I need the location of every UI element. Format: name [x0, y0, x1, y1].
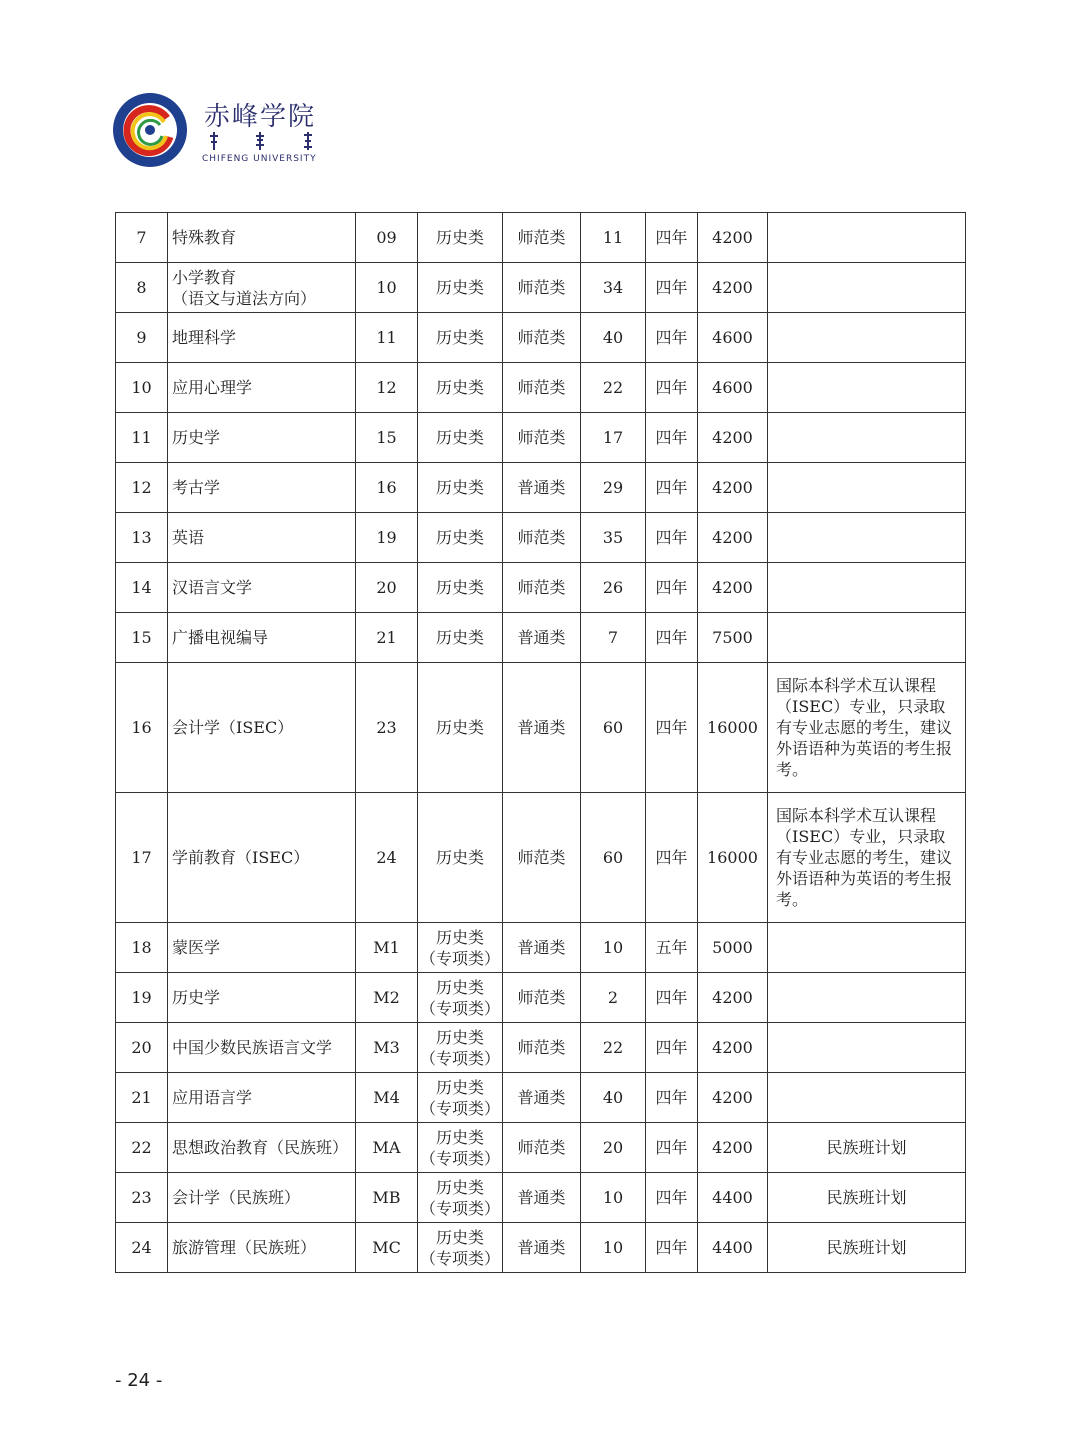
- major-name-cell: 历史学: [168, 973, 356, 1023]
- subject-category-cell: 历史类 （专项类）: [418, 1023, 503, 1073]
- remarks-cell: 国际本科学术互认课程（ISEC）专业，只录取有专业志愿的考生，建议外语语种为英语的考生报考。: [768, 663, 966, 793]
- page-number: - 24 -: [115, 1370, 163, 1391]
- row-number-cell: 21: [116, 1073, 168, 1123]
- duration-cell: 四年: [646, 1023, 698, 1073]
- tuition-cell: 4200: [698, 413, 768, 463]
- program-type-cell: 普通类: [503, 1223, 581, 1273]
- enrollment-count-cell: 10: [581, 1223, 646, 1273]
- program-type-cell: 普通类: [503, 923, 581, 973]
- duration-cell: 四年: [646, 793, 698, 923]
- tuition-cell: 4400: [698, 1173, 768, 1223]
- subject-category-cell: 历史类: [418, 613, 503, 663]
- table-row: [116, 463, 966, 513]
- duration-cell: 四年: [646, 613, 698, 663]
- enrollment-count-cell: 29: [581, 463, 646, 513]
- subject-category-cell: 历史类: [418, 213, 503, 263]
- major-code-cell: MA: [356, 1123, 418, 1173]
- major-code-cell: 21: [356, 613, 418, 663]
- subject-category-cell: 历史类 （专项类）: [418, 973, 503, 1023]
- remarks-cell: 民族班计划: [768, 1123, 966, 1173]
- remarks-cell: [768, 413, 966, 463]
- duration-cell: 四年: [646, 663, 698, 793]
- enrollment-count-cell: 7: [581, 613, 646, 663]
- major-name-cell: 应用心理学: [168, 363, 356, 413]
- table-row: [116, 973, 966, 1023]
- duration-cell: 四年: [646, 1173, 698, 1223]
- major-name-cell: 小学教育 （语文与道法方向）: [168, 263, 356, 313]
- university-name-cn: 赤峰学院: [204, 102, 317, 132]
- program-type-cell: 师范类: [503, 793, 581, 923]
- major-code-cell: 20: [356, 563, 418, 613]
- row-number-cell: 17: [116, 793, 168, 923]
- major-name-cell: 会计学（ISEC）: [168, 663, 356, 793]
- enrollment-count-cell: 17: [581, 413, 646, 463]
- subject-category-cell: 历史类 （专项类）: [418, 1123, 503, 1173]
- major-code-cell: M1: [356, 923, 418, 973]
- enrollment-plan-table: [115, 212, 966, 1273]
- tuition-cell: 4200: [698, 1073, 768, 1123]
- tuition-cell: 5000: [698, 923, 768, 973]
- major-name-cell: 旅游管理（民族班）: [168, 1223, 356, 1273]
- row-number-cell: 24: [116, 1223, 168, 1273]
- major-name-cell: 英语: [168, 513, 356, 563]
- duration-cell: 四年: [646, 463, 698, 513]
- tuition-cell: 4200: [698, 463, 768, 513]
- remarks-cell: [768, 213, 966, 263]
- table-row: [116, 1123, 966, 1173]
- enrollment-count-cell: 40: [581, 313, 646, 363]
- major-code-cell: 16: [356, 463, 418, 513]
- subject-category-cell: 历史类: [418, 663, 503, 793]
- subject-category-cell: 历史类 （专项类）: [418, 1223, 503, 1273]
- major-code-cell: M4: [356, 1073, 418, 1123]
- row-number-cell: 18: [116, 923, 168, 973]
- remarks-cell: [768, 363, 966, 413]
- enrollment-count-cell: 60: [581, 663, 646, 793]
- major-code-cell: MB: [356, 1173, 418, 1223]
- remarks-cell: [768, 263, 966, 313]
- major-name-cell: 汉语言文学: [168, 563, 356, 613]
- table-row: [116, 263, 966, 313]
- enrollment-count-cell: 60: [581, 793, 646, 923]
- duration-cell: 四年: [646, 513, 698, 563]
- remarks-cell: [768, 313, 966, 363]
- tuition-cell: 4200: [698, 563, 768, 613]
- duration-cell: 四年: [646, 973, 698, 1023]
- table-row: [116, 413, 966, 463]
- table-row: [116, 1023, 966, 1073]
- remarks-cell: [768, 513, 966, 563]
- duration-cell: 四年: [646, 1123, 698, 1173]
- table-body: [116, 213, 966, 1273]
- program-type-cell: 师范类: [503, 1123, 581, 1173]
- tuition-cell: 4200: [698, 513, 768, 563]
- enrollment-count-cell: 22: [581, 1023, 646, 1073]
- table-row: [116, 313, 966, 363]
- program-type-cell: 师范类: [503, 513, 581, 563]
- subject-category-cell: 历史类: [418, 413, 503, 463]
- tuition-cell: 4600: [698, 313, 768, 363]
- major-code-cell: MC: [356, 1223, 418, 1273]
- row-number-cell: 8: [116, 263, 168, 313]
- major-code-cell: 11: [356, 313, 418, 363]
- row-number-cell: 12: [116, 463, 168, 513]
- table-row: [116, 663, 966, 793]
- program-type-cell: 师范类: [503, 413, 581, 463]
- program-type-cell: 普通类: [503, 463, 581, 513]
- duration-cell: 四年: [646, 413, 698, 463]
- row-number-cell: 23: [116, 1173, 168, 1223]
- major-name-cell: 会计学（民族班）: [168, 1173, 356, 1223]
- subject-category-cell: 历史类 （专项类）: [418, 923, 503, 973]
- remarks-cell: [768, 613, 966, 663]
- program-type-cell: 师范类: [503, 973, 581, 1023]
- row-number-cell: 14: [116, 563, 168, 613]
- major-name-cell: 中国少数民族语言文学: [168, 1023, 356, 1073]
- subject-category-cell: 历史类: [418, 563, 503, 613]
- row-number-cell: 15: [116, 613, 168, 663]
- program-type-cell: 师范类: [503, 213, 581, 263]
- major-code-cell: 12: [356, 363, 418, 413]
- major-code-cell: M2: [356, 973, 418, 1023]
- row-number-cell: 20: [116, 1023, 168, 1073]
- major-name-cell: 应用语言学: [168, 1073, 356, 1123]
- program-type-cell: 师范类: [503, 1023, 581, 1073]
- tuition-cell: 7500: [698, 613, 768, 663]
- major-name-cell: 考古学: [168, 463, 356, 513]
- program-type-cell: 普通类: [503, 663, 581, 793]
- tuition-cell: 4200: [698, 213, 768, 263]
- row-number-cell: 22: [116, 1123, 168, 1173]
- row-number-cell: 19: [116, 973, 168, 1023]
- remarks-cell: 民族班计划: [768, 1173, 966, 1223]
- enrollment-count-cell: 20: [581, 1123, 646, 1173]
- program-type-cell: 师范类: [503, 363, 581, 413]
- duration-cell: 四年: [646, 1073, 698, 1123]
- subject-category-cell: 历史类: [418, 363, 503, 413]
- remarks-cell: [768, 563, 966, 613]
- table-row: [116, 213, 966, 263]
- row-number-cell: 11: [116, 413, 168, 463]
- tuition-cell: 4200: [698, 1023, 768, 1073]
- subject-category-cell: 历史类: [418, 793, 503, 923]
- enrollment-count-cell: 2: [581, 973, 646, 1023]
- major-name-cell: 学前教育（ISEC）: [168, 793, 356, 923]
- duration-cell: 四年: [646, 263, 698, 313]
- major-code-cell: 23: [356, 663, 418, 793]
- subject-category-cell: 历史类 （专项类）: [418, 1073, 503, 1123]
- program-type-cell: 师范类: [503, 313, 581, 363]
- tuition-cell: 16000: [698, 793, 768, 923]
- enrollment-count-cell: 10: [581, 1173, 646, 1223]
- university-logo-icon: [112, 92, 188, 168]
- enrollment-count-cell: 22: [581, 363, 646, 413]
- tuition-cell: 4600: [698, 363, 768, 413]
- remarks-cell: [768, 973, 966, 1023]
- subject-category-cell: 历史类: [418, 463, 503, 513]
- major-name-cell: 地理科学: [168, 313, 356, 363]
- university-name-en: CHIFENG UNIVERSITY: [202, 154, 317, 164]
- duration-cell: 四年: [646, 363, 698, 413]
- subject-category-cell: 历史类: [418, 263, 503, 313]
- table-row: [116, 1173, 966, 1223]
- tuition-cell: 4400: [698, 1223, 768, 1273]
- duration-cell: 四年: [646, 313, 698, 363]
- table-row: [116, 613, 966, 663]
- remarks-cell: [768, 1023, 966, 1073]
- page-header: [112, 92, 352, 172]
- program-type-cell: 普通类: [503, 1073, 581, 1123]
- table-row: [116, 1223, 966, 1273]
- major-name-cell: 特殊教育: [168, 213, 356, 263]
- remarks-cell: [768, 1073, 966, 1123]
- table-row: [116, 513, 966, 563]
- major-code-cell: 15: [356, 413, 418, 463]
- enrollment-count-cell: 10: [581, 923, 646, 973]
- row-number-cell: 13: [116, 513, 168, 563]
- table-row: [116, 363, 966, 413]
- major-name-cell: 广播电视编导: [168, 613, 356, 663]
- tuition-cell: 16000: [698, 663, 768, 793]
- row-number-cell: 7: [116, 213, 168, 263]
- major-code-cell: M3: [356, 1023, 418, 1073]
- program-type-cell: 普通类: [503, 1173, 581, 1223]
- duration-cell: 五年: [646, 923, 698, 973]
- enrollment-count-cell: 40: [581, 1073, 646, 1123]
- program-type-cell: 普通类: [503, 613, 581, 663]
- duration-cell: 四年: [646, 213, 698, 263]
- subject-category-cell: 历史类 （专项类）: [418, 1173, 503, 1223]
- duration-cell: 四年: [646, 1223, 698, 1273]
- subject-category-cell: 历史类: [418, 313, 503, 363]
- tuition-cell: 4200: [698, 973, 768, 1023]
- duration-cell: 四年: [646, 563, 698, 613]
- tuition-cell: 4200: [698, 1123, 768, 1173]
- remarks-cell: [768, 463, 966, 513]
- major-code-cell: 24: [356, 793, 418, 923]
- major-name-cell: 思想政治教育（民族班）: [168, 1123, 356, 1173]
- subject-category-cell: 历史类: [418, 513, 503, 563]
- row-number-cell: 16: [116, 663, 168, 793]
- enrollment-count-cell: 26: [581, 563, 646, 613]
- remarks-cell: 国际本科学术互认课程（ISEC）专业，只录取有专业志愿的考生，建议外语语种为英语的考生报考。: [768, 793, 966, 923]
- row-number-cell: 10: [116, 363, 168, 413]
- major-name-cell: 历史学: [168, 413, 356, 463]
- enrollment-count-cell: 35: [581, 513, 646, 563]
- tuition-cell: 4200: [698, 263, 768, 313]
- row-number-cell: 9: [116, 313, 168, 363]
- table-row: [116, 793, 966, 923]
- major-code-cell: 10: [356, 263, 418, 313]
- remarks-cell: 民族班计划: [768, 1223, 966, 1273]
- major-name-cell: 蒙医学: [168, 923, 356, 973]
- remarks-cell: [768, 923, 966, 973]
- table-row: [116, 923, 966, 973]
- major-code-cell: 19: [356, 513, 418, 563]
- enrollment-count-cell: 11: [581, 213, 646, 263]
- mongolian-script-icon: [208, 130, 318, 152]
- enrollment-count-cell: 34: [581, 263, 646, 313]
- table-row: [116, 563, 966, 613]
- major-code-cell: 09: [356, 213, 418, 263]
- program-type-cell: 师范类: [503, 563, 581, 613]
- table-row: [116, 1073, 966, 1123]
- program-type-cell: 师范类: [503, 263, 581, 313]
